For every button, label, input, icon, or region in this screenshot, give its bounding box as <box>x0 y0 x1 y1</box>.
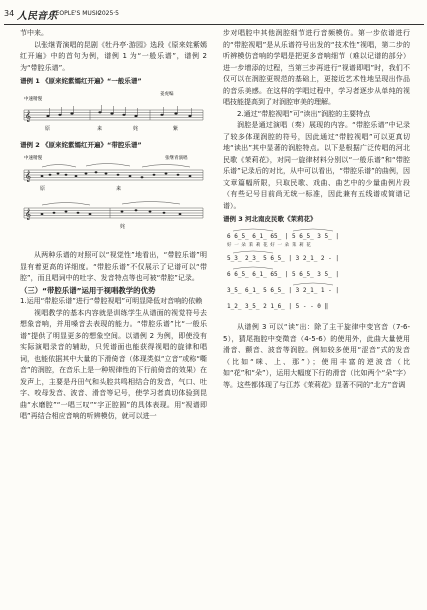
example-1-score <box>20 88 207 138</box>
svg-text:5̲3̲ 2̲3̲ 5 6̲5̲ | 3 2̲1̲ 2 -: 5̲3̲ 2̲3̲ 5 6̲5̲ | 3 2̲1̲ 2 - | <box>227 255 339 262</box>
lyric: 原 <box>45 126 51 132</box>
example-3-score <box>223 226 410 318</box>
paragraph: 节中来。 <box>20 29 48 37</box>
journal-logo: 人民音乐 <box>17 11 57 22</box>
paragraph: 从两种乐谱的对照可以“视觉性”地看出，“带腔乐谱”明显有着更高的详细度。“带腔乐谱”不仅展示了记谱可以“带腔”，而且唱词中的吐字、发音特点等也可被“带腔”记录。 <box>20 251 207 282</box>
paragraph: 步对唱腔中其他润腔细节进行音频模仿。第一步依谱进行的“带腔视唱”是从乐谱符号出发的“技术性”视唱，第二步的听辨模仿音响的学唱是把更多音响细节（难以记谱的部分）进一步增添的过程，当第三步再进行“视谱即唱”时，我们不仅可以在润腔更规范的基础上，更接近艺术性地呈现出作品的音乐美感。在这样的学唱过程中，学习者逐步从单纯的视唱技能提高到了对润腔审美的理解。 <box>223 29 410 106</box>
example-2-caption: 谱例 2 《原来姹紫嫣红开遍》“带腔乐谱” <box>20 141 142 149</box>
paragraph: 润腔是通过演唱（奏）展现的内容。“带腔乐谱”中记录了较多体现润腔的符号，因此通过“带腔视唱”可以更真切地“读出”其中显著的润腔特点。以下是根据广泛传唱的河北民歌《茉莉花》，对同一旋律材料分别以“一般乐谱”和“带腔乐谱”记录后的对比，从中可以看出，“带腔乐谱”的曲例，因文章篇幅所限，只取民歌、戏曲、曲艺中的少量曲例片段（有些记号目前尚无统一标准，因此兼有五线谱或简谱记谱）。 <box>223 121 410 210</box>
source-label: 张继青演唱 <box>165 156 188 161</box>
issue-number: 2025·5 <box>98 10 119 17</box>
sub-heading: 1.运用“带腔乐谱”进行“带腔视唱”可明显降低对音响的依赖 <box>20 297 203 305</box>
lyric: 来 <box>97 126 103 132</box>
svg-text:6 6̲5̲ 6̲1̲ 6̇5̲ | 5 6̲5̲ 3 5̲: 6 6̲5̲ 6̲1̲ 6̇5̲ | 5 6̲5̲ 3 5̲ | <box>227 271 339 278</box>
page-number: 34 <box>4 9 15 18</box>
section-heading: （三）“带腔乐谱”运用于视唱教学的优势 <box>20 285 156 295</box>
tempo-label: 中速稍慢 <box>24 156 42 161</box>
svg-text:𝄞: 𝄞 <box>25 171 31 182</box>
right-column <box>223 28 410 603</box>
paragraph: 从谱例 3 可以“读”出：除了主干旋律中变宫音（7-6-5），猜尾拖腔中变徵音（4-5-6）的使用外，此曲大量使用滑音、颤音、波音等润腔。例如较多使用“涩音”式的发音（比如“咪、上、那”）；使用丰富的逆波音（比如“花”和“朵”），运用大幅度下行的滑音（比如两个“朵”字）等。这些都体现了与江苏《茉莉花》显著不同的“北方”音调 <box>223 323 410 389</box>
lyric: 来 <box>116 186 122 192</box>
svg-text:1̲2̲ 3̲5̲ 2 1̲6̲ | 5 - - 0 ‖: 1̲2̲ 3̲5̲ 2 1̲6̲ | 5 - - 0 ‖ <box>227 303 329 310</box>
lyric: 姹 <box>133 126 139 132</box>
tempo-label: 中速稍慢 <box>24 97 42 102</box>
paragraph: 以张继青演唱的昆剧《牡丹亭·游园》选段《原来姹紫嫣红开遍》中的首句为例，谱例 1 为“一般乐谱”，谱例 2 为“带腔乐谱”。 <box>20 40 207 72</box>
paragraph: 视唱教学的基本内容就是训练学生从谱面的视觉符号去想象音响，并用嗓音去表现的能力。“带腔乐谱”比“一般乐谱”提供了明显更多的想象空间。以谱例 2 为例，即使没有实际演唱录音的辅助，只凭谱面也能获得视唱的旋律和唱词，也能依据其中大量的下滑倚音（体现类似“立音”或称“嘶音”的润腔，在音乐上是一种规律性的下行前倚音的效果）在发声上，主要是丹田气和头腔共鸣相结合的发音，气口、吐字、咬母发音、波音、滑音等记号，使学习者真切体验到昆曲“水磨腔”“一唱三叹”“字正腔圆”的具体表现。用“视谱即唱”再结合相应音响的听辨模仿，就可以进一 <box>20 308 207 420</box>
journal-name: PEOPLE'S MUSIC <box>52 10 102 17</box>
sub-heading: 2.通过“带腔视唱”可“读出”润腔的主要特点 <box>237 109 371 118</box>
svg-text:6 6̲5̲ 6̲1̲ 6̇5̲ | 5 6̲5̲ 3 5̲: 6 6̲5̲ 6̲1̲ 6̇5̲ | 5 6̲5̲ 3 5̲ | <box>227 233 339 240</box>
lyric: 姹 <box>120 224 126 230</box>
lyric: 原 <box>40 186 46 192</box>
left-column <box>20 28 207 603</box>
example-2-score <box>20 152 207 246</box>
svg-text:𝄞: 𝄞 <box>25 111 31 122</box>
lyric-line: 好 一 朵 茉 莉 花 好 一 朵 茉 莉 花 <box>227 243 311 248</box>
svg-text:𝄞: 𝄞 <box>25 209 31 220</box>
example-3-caption: 谱例 3 河北南皮民歌《茉莉花》 <box>223 215 317 223</box>
header-rule <box>4 24 424 25</box>
svg-text:3̲5̲ 6̲1̲ 5 6̲5̲ | 3 2̲1̲ 1 -: 3̲5̲ 6̲1̲ 5 6̲5̲ | 3 2̲1̲ 1 - | <box>227 287 339 294</box>
lyric: 紫 <box>173 126 179 132</box>
source-label: 姜虎编 <box>160 92 174 97</box>
example-1-caption: 谱例 1 《原来姹紫嫣红开遍》“一般乐谱” <box>20 77 142 85</box>
page-header <box>0 6 427 26</box>
